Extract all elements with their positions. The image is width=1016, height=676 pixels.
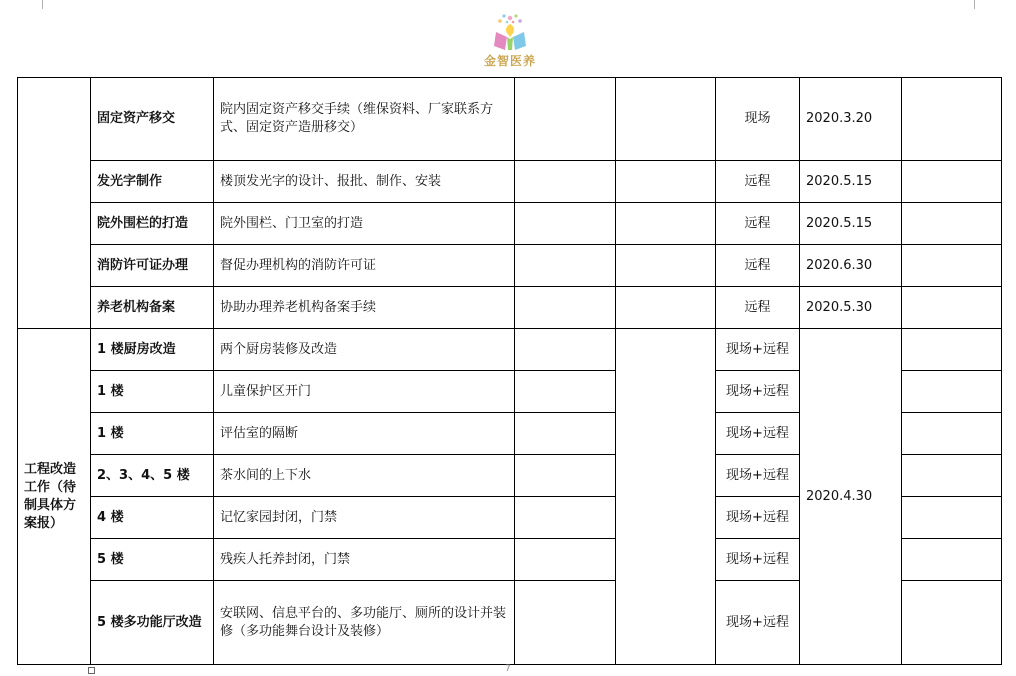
group-date-cell: 2020.4.30 [800,329,902,665]
table-row [18,78,1002,161]
empty-cell [515,539,616,581]
item-cell: 固定资产移交 [91,78,214,161]
mode-cell: 现场 [716,78,800,161]
mode-cell: 远程 [716,245,800,287]
company-logo [478,10,542,76]
table-row [18,287,1002,329]
empty-cell [902,497,1002,539]
mode-cell: 现场+远程 [716,581,800,665]
item-cell: 5 楼多功能厅改造 [91,581,214,665]
table-row [18,203,1002,245]
empty-cell [616,245,716,287]
empty-cell [515,581,616,665]
empty-cell [902,455,1002,497]
item-cell: 5 楼 [91,539,214,581]
logo-icon [487,10,533,54]
mode-cell: 现场+远程 [716,497,800,539]
header-corner-mark-right [974,0,975,9]
empty-cell [515,161,616,203]
footer-marker [88,667,95,674]
item-cell: 消防许可证办理 [91,245,214,287]
empty-cell [902,581,1002,665]
empty-cell [616,203,716,245]
empty-cell [902,78,1002,161]
mode-cell: 远程 [716,287,800,329]
empty-cell [902,245,1002,287]
item-cell: 院外围栏的打造 [91,203,214,245]
item-cell: 4 楼 [91,497,214,539]
item-cell: 2、3、4、5 楼 [91,455,214,497]
table-row [18,161,1002,203]
empty-cell [515,287,616,329]
date-cell: 2020.3.20 [800,78,902,161]
mode-cell: 远程 [716,203,800,245]
mode-cell: 现场+远程 [716,329,800,371]
mode-cell: 远程 [716,161,800,203]
date-cell: 2020.6.30 [800,245,902,287]
empty-cell [902,539,1002,581]
date-cell: 2020.5.15 [800,161,902,203]
empty-merged-cell [616,329,716,665]
date-cell: 2020.5.15 [800,203,902,245]
category-cell [18,78,91,329]
table-row [18,329,1002,371]
empty-cell [902,161,1002,203]
description-cell: 评估室的隔断 [214,413,515,455]
item-cell: 1 楼厨房改造 [91,329,214,371]
mode-cell: 现场+远程 [716,539,800,581]
logo-text: 金智医养 [483,54,536,68]
empty-cell [902,371,1002,413]
mode-cell: 现场+远程 [716,371,800,413]
mode-cell: 现场+远程 [716,413,800,455]
empty-cell [902,329,1002,371]
empty-cell [902,287,1002,329]
item-cell: 养老机构备案 [91,287,214,329]
mode-cell: 现场+远程 [716,455,800,497]
table-row [18,245,1002,287]
empty-cell [515,413,616,455]
header-corner-mark-left [42,0,43,9]
empty-cell [616,78,716,161]
empty-cell [515,245,616,287]
empty-cell [515,203,616,245]
item-cell: 1 楼 [91,413,214,455]
empty-cell [515,497,616,539]
empty-cell [902,413,1002,455]
description-cell: 协助办理养老机构备案手续 [214,287,515,329]
description-cell: 安联网、信息平台的、多功能厅、厕所的设计并装修（多功能舞台设计及装修） [214,581,515,665]
date-cell: 2020.5.30 [800,287,902,329]
empty-cell [515,329,616,371]
empty-cell [515,78,616,161]
group-category-cell: 工程改造工作（待制具体方案报） [18,329,91,665]
description-cell: 儿童保护区开门 [214,371,515,413]
description-cell: 茶水间的上下水 [214,455,515,497]
item-cell: 1 楼 [91,371,214,413]
description-cell: 记忆家园封闭，门禁 [214,497,515,539]
empty-cell [902,203,1002,245]
empty-cell [515,455,616,497]
empty-cell [515,371,616,413]
empty-cell [616,287,716,329]
description-cell: 督促办理机构的消防许可证 [214,245,515,287]
description-cell: 院内固定资产移交手续（维保资料、厂家联系方式、固定资产造册移交） [214,78,515,161]
description-cell: 楼顶发光字的设计、报批、制作、安装 [214,161,515,203]
item-cell: 发光字制作 [91,161,214,203]
page-number: 7 [505,664,511,674]
work-plan-table [17,77,1002,665]
description-cell: 残疾人托养封闭，门禁 [214,539,515,581]
empty-cell [616,161,716,203]
description-cell: 两个厨房装修及改造 [214,329,515,371]
description-cell: 院外围栏、门卫室的打造 [214,203,515,245]
